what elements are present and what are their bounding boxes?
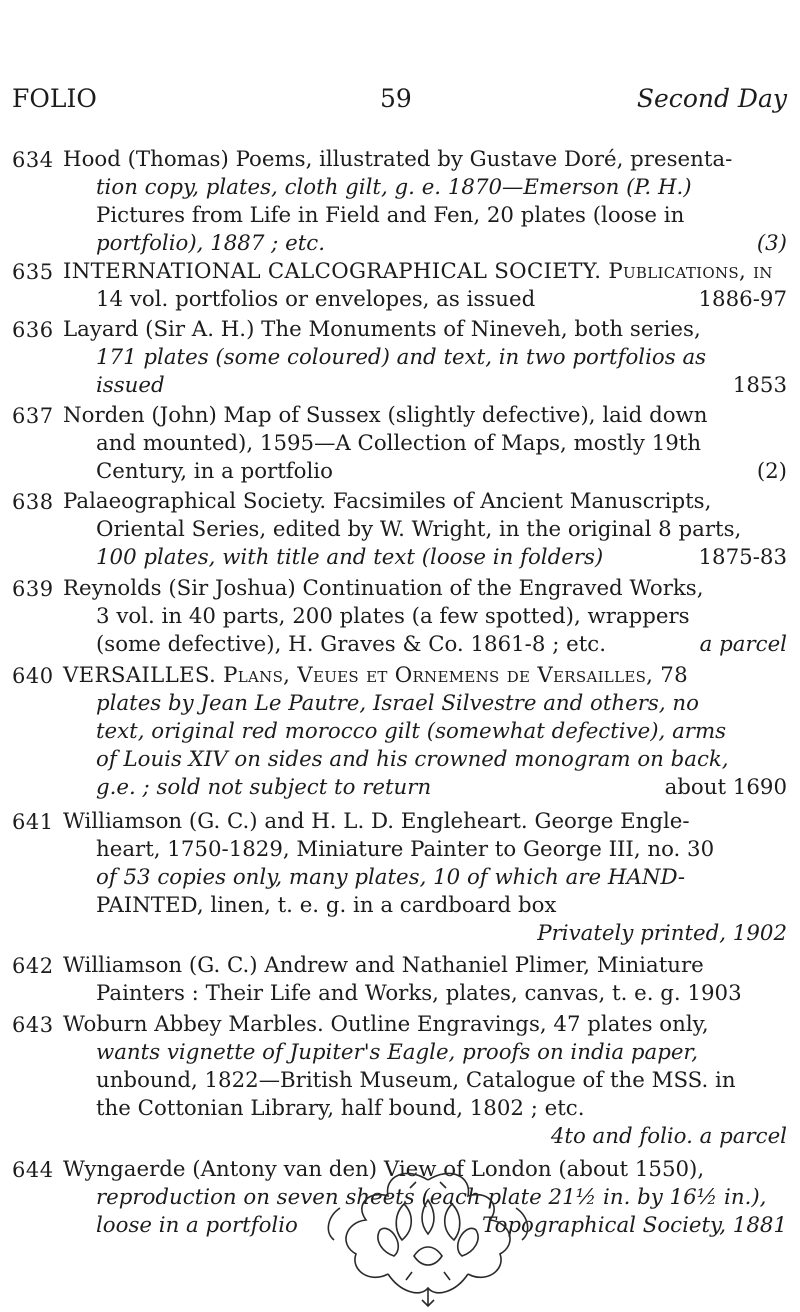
lot-number: 636 — [12, 318, 54, 342]
entry-line: Palaeographical Society. Facsimiles of Ancient Manuscripts, — [63, 489, 712, 514]
lot-number: 641 — [12, 810, 54, 834]
lot-number: 637 — [12, 404, 54, 428]
entry-line: 171 plates (some coloured) and text, in two portfolios as — [96, 345, 707, 370]
entry-line: the Cottonian Library, half bound, 1802 ; etc. — [96, 1096, 585, 1121]
lot-number: 635 — [12, 260, 54, 284]
lot-number: 639 — [12, 577, 54, 601]
entry-line: and mounted), 1595—A Collection of Maps, mostly 19th — [96, 431, 702, 456]
entry-line: Layard (Sir A. H.) The Monuments of Nineveh, both series, — [63, 317, 701, 342]
entry-line: (some defective), H. Graves & Co. 1861-8 ; etc. a parcel — [96, 632, 787, 657]
entry-line: Painters : Their Life and Works, plates, canvas, t. e. g. 1903 — [96, 981, 742, 1006]
entry-line: Hood (Thomas) Poems, illustrated by Gustave Doré, presenta- — [63, 147, 733, 172]
entry-line: Williamson (G. C.) Andrew and Nathaniel Plimer, Miniature — [63, 953, 704, 978]
lot-number: 640 — [12, 664, 54, 688]
entry-line: Wyngaerde (Antony van den) View of London (about 1550), — [63, 1157, 705, 1182]
entry-line: of Louis XIV on sides and his crowned monogram on back, — [96, 747, 729, 772]
entry-line: VERSAILLES. Plans, Veues et Ornemens de Versailles, 78 — [63, 663, 688, 688]
entry-line: plates by Jean Le Pautre, Israel Silvestre and others, no — [96, 691, 699, 716]
lot-number: 642 — [12, 954, 54, 978]
page-header — [0, 84, 800, 124]
ornament-tailpiece-icon — [310, 1160, 546, 1310]
entry-line: Woburn Abbey Marbles. Outline Engravings, 47 plates only, — [63, 1012, 709, 1037]
lot-number: 638 — [12, 490, 54, 514]
entry-line: of 53 copies only, many plates, 10 of which are HAND- — [96, 865, 686, 890]
entry-line: heart, 1750-1829, Miniature Painter to George III, no. 30 — [96, 837, 715, 862]
entry-line: unbound, 1822—British Museum, Catalogue of the MSS. in — [96, 1068, 736, 1093]
entry-line: tion copy, plates, cloth gilt, g. e. 1870—Emerson (P. H.) — [96, 175, 692, 200]
page-number: 59 — [380, 84, 412, 113]
entry-line: PAINTED, linen, t. e. g. in a cardboard box — [96, 893, 557, 918]
entry-line: Williamson (G. C.) and H. L. D. Engleheart. George Engle- — [63, 809, 690, 834]
entry-line: text, original red morocco gilt (somewhat defective), arms — [96, 719, 727, 744]
entry-line: portfolio), 1887 ; etc. (3) — [96, 231, 787, 256]
entry-line: Oriental Series, edited by W. Wright, in the original 8 parts, — [96, 517, 742, 542]
entry-line: issued 1853 — [96, 373, 787, 398]
entry-line: 14 vol. portfolios or envelopes, as issued 1886-97 — [96, 287, 787, 312]
entry-line: g.e. ; sold not subject to return about 1690 — [96, 775, 787, 800]
entry-line: 100 plates, with title and text (loose in folders) 1875-83 — [96, 545, 787, 570]
entry-line: Privately printed, 1902 — [537, 921, 787, 946]
header-left: FOLIO — [12, 84, 97, 113]
lot-number: 634 — [12, 148, 54, 172]
entry-line: INTERNATIONAL CALCOGRAPHICAL SOCIETY. Publications, in — [63, 259, 773, 284]
entry-line: Pictures from Life in Field and Fen, 20 plates (loose in — [96, 203, 685, 228]
lot-number: 644 — [12, 1158, 54, 1182]
entry-line: 4to and folio. a parcel — [550, 1124, 787, 1149]
header-right: Second Day — [636, 84, 787, 113]
entry-line: wants vignette of Jupiter's Eagle, proofs on india paper, — [96, 1040, 699, 1065]
entry-line: reproduction on seven sheets (each plate 21½ in. by 16½ in.), — [96, 1185, 767, 1210]
lot-number: 643 — [12, 1013, 54, 1037]
entry-line: 3 vol. in 40 parts, 200 plates (a few spotted), wrappers — [96, 604, 690, 629]
entry-line: Reynolds (Sir Joshua) Continuation of the Engraved Works, — [63, 576, 704, 601]
entry-line: Norden (John) Map of Sussex (slightly defective), laid down — [63, 403, 708, 428]
entry-line: Century, in a portfolio (2) — [96, 459, 787, 484]
entry-line: loose in a portfolio Topographical Society, 1881 — [96, 1213, 787, 1238]
